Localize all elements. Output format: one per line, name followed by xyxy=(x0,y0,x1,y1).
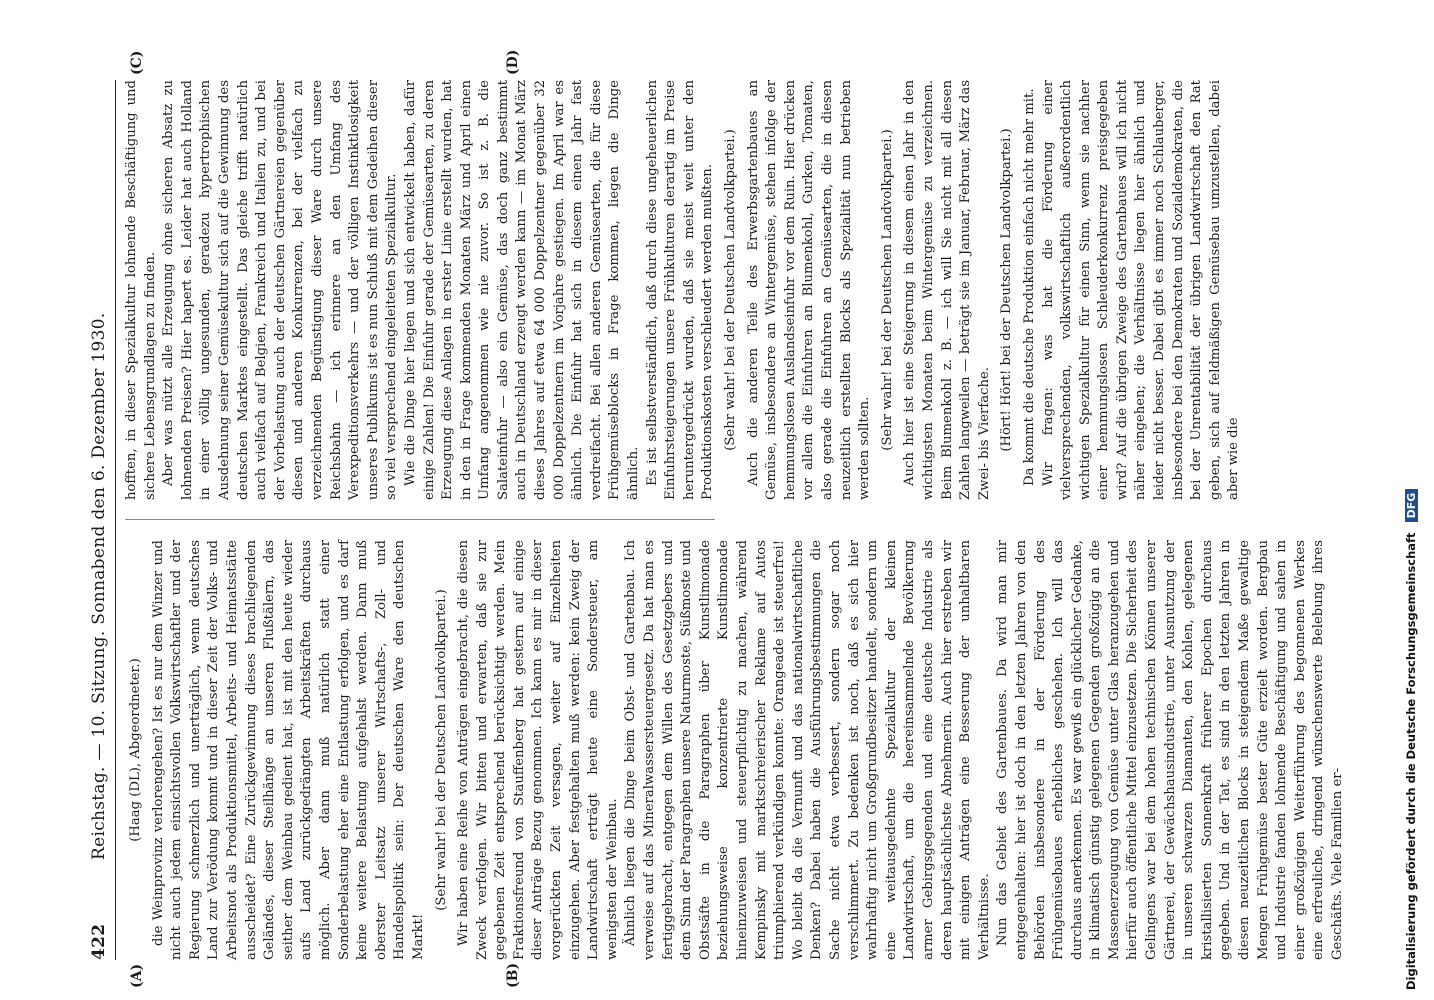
paragraph: Auch die anderen Teile des Erwerbsgartenbaues an Gemüse, insbesondere an Wintergemüse, stehen infolge der hemmungslosen Auslandseinfuhr vor dem Ruin. Hier drücken vor allem die Einfuhren an Blumenkohl, Gurken, Tomaten, also gerade die Einfuhren an Gemüsearten, die in diesen neuzeitlich erstellten Blocks als Spezialität nun betrieben werden sollten. xyxy=(745,80,873,500)
left-column xyxy=(123,540,1345,960)
paragraph: Es ist selbstverständlich, daß durch diese ungeheuerlichen Einfuhrsteigerungen unsere Frühkulturen derartig im Preise heruntergedrückt wurden, daß sie meist weit unter den Produktionskosten verschleudert werden mußten. xyxy=(644,80,716,500)
paragraph: (Sehr wahr! bei der Deutschen Landvolkpartei.) xyxy=(723,129,738,451)
paragraph: (Sehr wahr! bei der Deutschen Landvolkpartei.) xyxy=(879,129,895,451)
paragraph: Ähnlich liegen die Dinge beim Obst- und Gartenbau. Ich verweise auf das Mineralwassersteuergesetz. Da hat man es fertiggebracht, entgegen dem Willen des Gesetzgebers und dem Sinn der Paragraphen unsere Naturmoste, Süßmoste und Obstsäfte in die Paragraphen über Kunstlimonade beziehungsweise konzentrierte Kunstlimonade hineinzuweisen und steuerpflichtig zu machen, während Kempinsky mit marktschreierischer Reklame auf Autos triumphierend verkündigen konnte: Orangeade ist steuerfrei! Wo bleibt da die Vernunft und das nationalwirtschaftliche Denken? Dabei haben die Ausführungsbestimmungen die Sache nicht etwa verbessert, sondern sogar noch verschlimmert. Zu bedenken ist noch, daß es sich hier wahrhaftig nicht um Großgrundbesitzer handelt, sondern um eine weitausgedehnte Spezialkultur der kleinen Landwirtschaft, um die heereinsammelnde Bevölkerung armer Gebirgsgegenden und eine deutsche Industrie als deren hauptsächlichste Abnehmerin. Auch hier erstreben wir mit einigen Anträgen eine Besserung der unhaltbaren Verhältnisse. xyxy=(623,540,992,960)
paragraph: Nun das Gebiet des Gartenbaues. Da wird man mir entgegenhalten: hier ist doch in den letzten Jahren von den Behörden insbesondere in der Förderung des Frühgemüsebaues erhebliches geschehen. Ich will das durchaus anerkennen. Es war gewiß ein glücklicher Gedanke, in klimatisch günstig gelegenen Gegenden großzügig an die Massenerzeugung von Gemüse unter Glas heranzugehen und hierfür auch öffentliche Mittel einzusetzen. Die Sicherheit des Gelingens war bei dem hohen technischen Können unserer Gärtnerei, der Gewächshausindustrie, unter Ausnutzung der in unseren schwarzen Diamanten, den Kohlen, gelegenen kristallisierten Sonnenkraft früherer Epochen durchaus gegeben. Und in der Tat, es sind in den letzten Jahren in diesen neuzeitlichen Blocks in steigendem Maße gewaltige Mengen Frühgemüse bester Güte erzielt worden. Bergbau und Industrie fanden lohnende Beschäftigung und sahen in einer großzügigen Weiterführung des begonnenen Werkes eine erfreuliche, dringend wünschenswerte Belebung ihres Geschäfts. Viele Familien er- xyxy=(995,540,1345,960)
paragraph: Da kommt die deutsche Produktion einfach nicht mehr mit. xyxy=(1021,88,1037,486)
paragraph: Wir fragen: was hat die Förderung einer vielversprechenden, volkswirtschaftlich außerordentlich wichtigen Spezialkultur für einen Sinn, wenn sie nachher einer hemmungslosen Schleuderkonkurrenz preisgegeben wird? Auf die übrigen Zweige des Gartenbaues will ich nicht näher eingehen; die Verhältnisse liegen hier ähnlich und leider nicht besser. Dabei gibt es immer noch Schlauberger, insbesondere bei den Demokraten und Sozialdemokraten, die bei der Unrentabilität der übrigen Landwirtschaft den Rat geben, sich auf feldmäßigen Gemüsebau umzustellen, dabei aber wie die xyxy=(1040,80,1242,500)
marker-a: (A) xyxy=(129,963,145,988)
paragraph: Wir haben eine Reihe von Anträgen eingebracht, die diesen Zweck verfolgen. Wir bitten und erwarten, daß sie zur gegebenen Zeit entsprechend berücksichtigt werden. Mein Fraktionsfreund von Stauffenberg hat gestern auf einige dieser Anträge Bezug genommen. Ich kann es mir in dieser vorgerückten Zeit versagen, weiter auf Einzelheiten einzugehen. Aber festgehalten muß werden: kein Zweig der Landwirtschaft erträgt heute eine Sondersteuer, am wenigsten der Weinbau. xyxy=(456,540,620,960)
right-column xyxy=(123,80,1242,500)
column-rule xyxy=(125,519,715,520)
paragraph: (Haag (DL), Abgeordneter.) xyxy=(128,658,143,842)
paragraph: Wie die Dinge hier liegen und sich entwickelt haben, dafür einige Zahlen! Die Einfuhr gerade der Gemüsearten, zu deren Erzeugung diese Anlagen in erster Linie erstellt wurden, hat in den in Frage kommenden Monaten März und April einen Umfang angenommen wie nie zuvor. So ist z. B. die Salateinfuhr — also ein Gemüse, das doch ganz bestimmt auch in Deutschland erzeugt werden kann — im Monat März dieses Jahres auf etwa 64 000 Doppelzentner gegenüber 32 000 Doppelzentnern im Vorjahre gestiegen. Im April war es ähnlich. Die Einfuhr hat sich in diesem einen Jahr fast verdreifacht. Bei allen anderen Gemüsearten, die für diese Frühgemüseblocks in Frage kommen, liegen die Dinge ähnlich. xyxy=(402,80,642,500)
marker-c: (C) xyxy=(129,50,145,75)
paragraph: Aber was nützt alle Erzeugung ohne sicheren Absatz zu lohnenden Preisen? Hier hapert es. Leider hat auch Holland in einer völlig ungesunden, geradezu hypertrophischen Ausdehnung seiner Gemüsekultur sich auf die Gewinnung des deutschen Marktes eingestellt. Das gleiche trifft natürlich auch vielfach auf Belgien, Frankreich und Italien zu, und bei der Vorbelastung auch der deutschen Gärtnereien gegenüber diesen und anderen Konkurrenzen, bei der vielfach zu verzeichnenden Begünstigung dieser Ware durch unsere Reichsbahn — ich erinnere an den Umfang des Verexpeditionsverkehrs — und der völligen Instinktlosigkeit unseres Publikums ist es nun Schluß mit dem Gedeihen dieser so viel versprechend eingeleiteten Spezialkultur. xyxy=(161,80,400,500)
paragraph: (Sehr wahr! bei der Deutschen Landvolkpartei.) xyxy=(433,589,449,911)
running-title: Reichstag. — 10. Sitzung. Sonnabend den 6. Dezember 1930. xyxy=(89,312,109,860)
marker-b: (B) xyxy=(505,962,521,988)
marker-d: (D) xyxy=(505,49,521,75)
paragraph: (Hört! Hört! bei der Deutschen Landvolkpartei.) xyxy=(999,128,1015,452)
paragraph: hofften, in dieser Spezialkultur lohnende Beschäftigung und sichere Lebensgrundlagen zu finden. xyxy=(124,80,158,500)
dfg-credit xyxy=(1404,489,1418,990)
page-header xyxy=(85,80,116,960)
paragraph: Auch hier ist eine Steigerung in diesem einen Jahr in den wichtigsten Monaten beim Wintergemüse zu verzeichnen. Beim Blumenkohl z. B. — ich will Sie nicht mit all diesen Zahlen langweilen — beträgt sie im Januar, Februar, März das Zwei- bis Vierfache. xyxy=(902,80,992,500)
rotated-page xyxy=(85,49,1345,988)
dfg-logo: DFG xyxy=(1405,489,1418,523)
credit-text: Digitalisierung gefördert durch die Deutsche Forschungsgemeinschaft xyxy=(1404,532,1418,990)
page-number: 422 xyxy=(89,923,109,960)
paragraph: die Weinprovinz verlorengehen? Ist es nur dem Winzer und nicht auch jedem einsichtsvollen Volkswirtschaftler und der Regierung schmerzlich und unerträglich, wenn deutsches Land zur Verödung kommt und in dieser Zeit der Volks- und Arbeitsnot als Produktionsmittel, Arbeits- und Heimatsstätte ausscheidet? Eine Zurückgewinnung dieses brachliegenden Geländes, dieser Steilhänge an unseren Flußtälern, das seither dem Weinbau gedient hat, ist mit den heute wieder aufs Land zurückgedrängten Arbeitskräften durchaus möglich. Aber dann muß natürlich statt einer Sonderbelastung eher eine Entlastung erfolgen, und es darf keine weitere Belastung aufgehalst werden. Dann muß oberster Leitsatz unserer Wirtschafts-, Zoll- und Handelspolitik sein: Der deutschen Ware den deutschen Markt! xyxy=(150,540,426,960)
